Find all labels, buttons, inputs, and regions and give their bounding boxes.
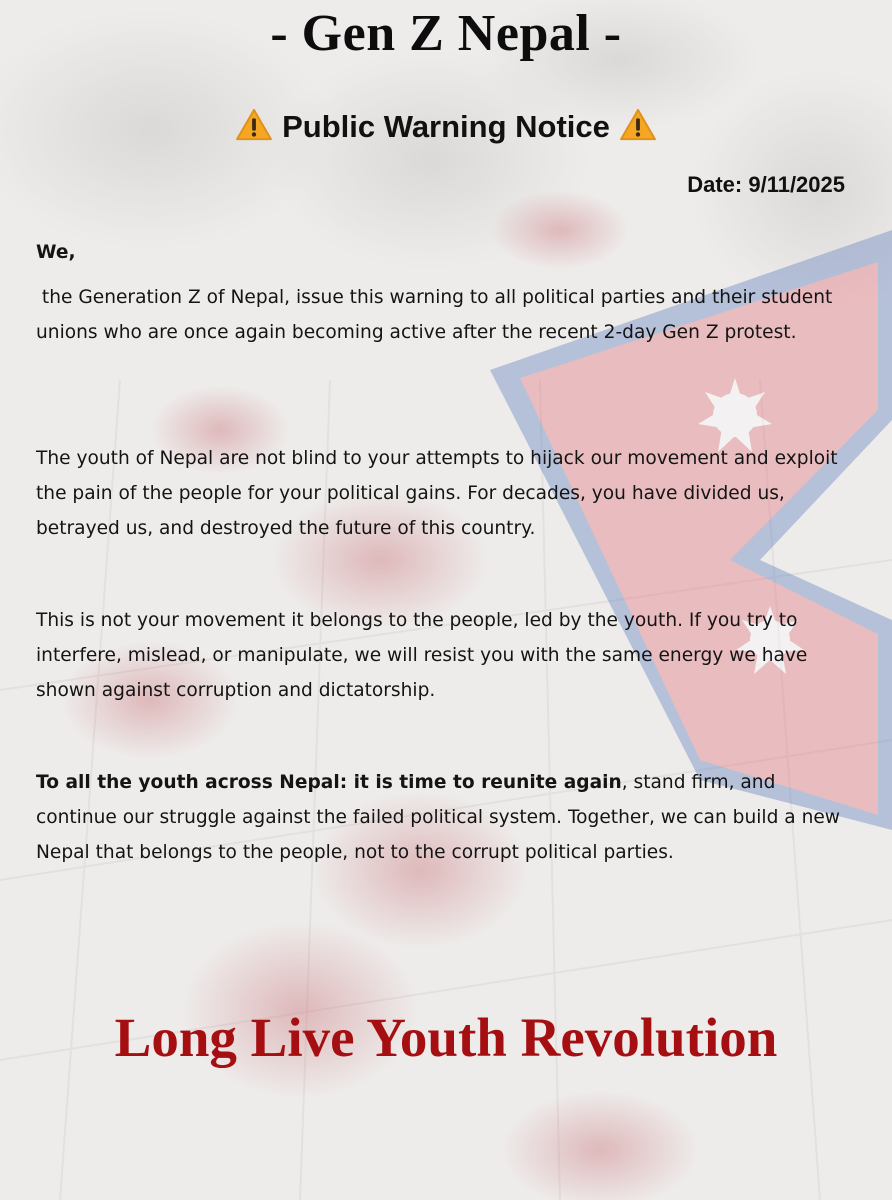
paragraph-intro: the Generation Z of Nepal, issue this warning to all political parties and their student unions who are once again becoming active after the recent 2-day Gen Z protest. bbox=[36, 287, 839, 343]
warning-icon bbox=[235, 108, 273, 142]
greeting: We, bbox=[36, 242, 76, 263]
warning-icon bbox=[619, 108, 657, 142]
slogan: Long Live Youth Revolution bbox=[114, 1007, 778, 1068]
notice-date: Date: 9/11/2025 bbox=[687, 172, 845, 197]
call-to-youth-rest: , stand firm, and continue our struggle against the failed political system. Together, we can build a new Nepal that belongs to the people, not to the corrupt political parties. bbox=[36, 772, 841, 863]
notice-label: Public Warning Notice bbox=[282, 109, 610, 144]
notice-heading bbox=[0, 108, 892, 145]
paragraph-not-your-movement: This is not your movement it belongs to the people, led by the youth. If you try to interfere, mislead, or manipulate, we will resist you with the same energy we have shown against corruption and dictatorship. bbox=[36, 610, 808, 701]
call-to-youth-bold: To all the youth across Nepal: it is time to reunite again bbox=[36, 772, 622, 793]
document-title: - Gen Z Nepal - bbox=[270, 5, 622, 62]
paragraph-youth-not-blind: The youth of Nepal are not blind to your attempts to hijack our movement and exploit the pain of the people for your political gains. For decades, you have divided us, betrayed us, and destroyed the future of this country. bbox=[36, 448, 838, 539]
paragraph-call-to-youth bbox=[36, 765, 856, 870]
